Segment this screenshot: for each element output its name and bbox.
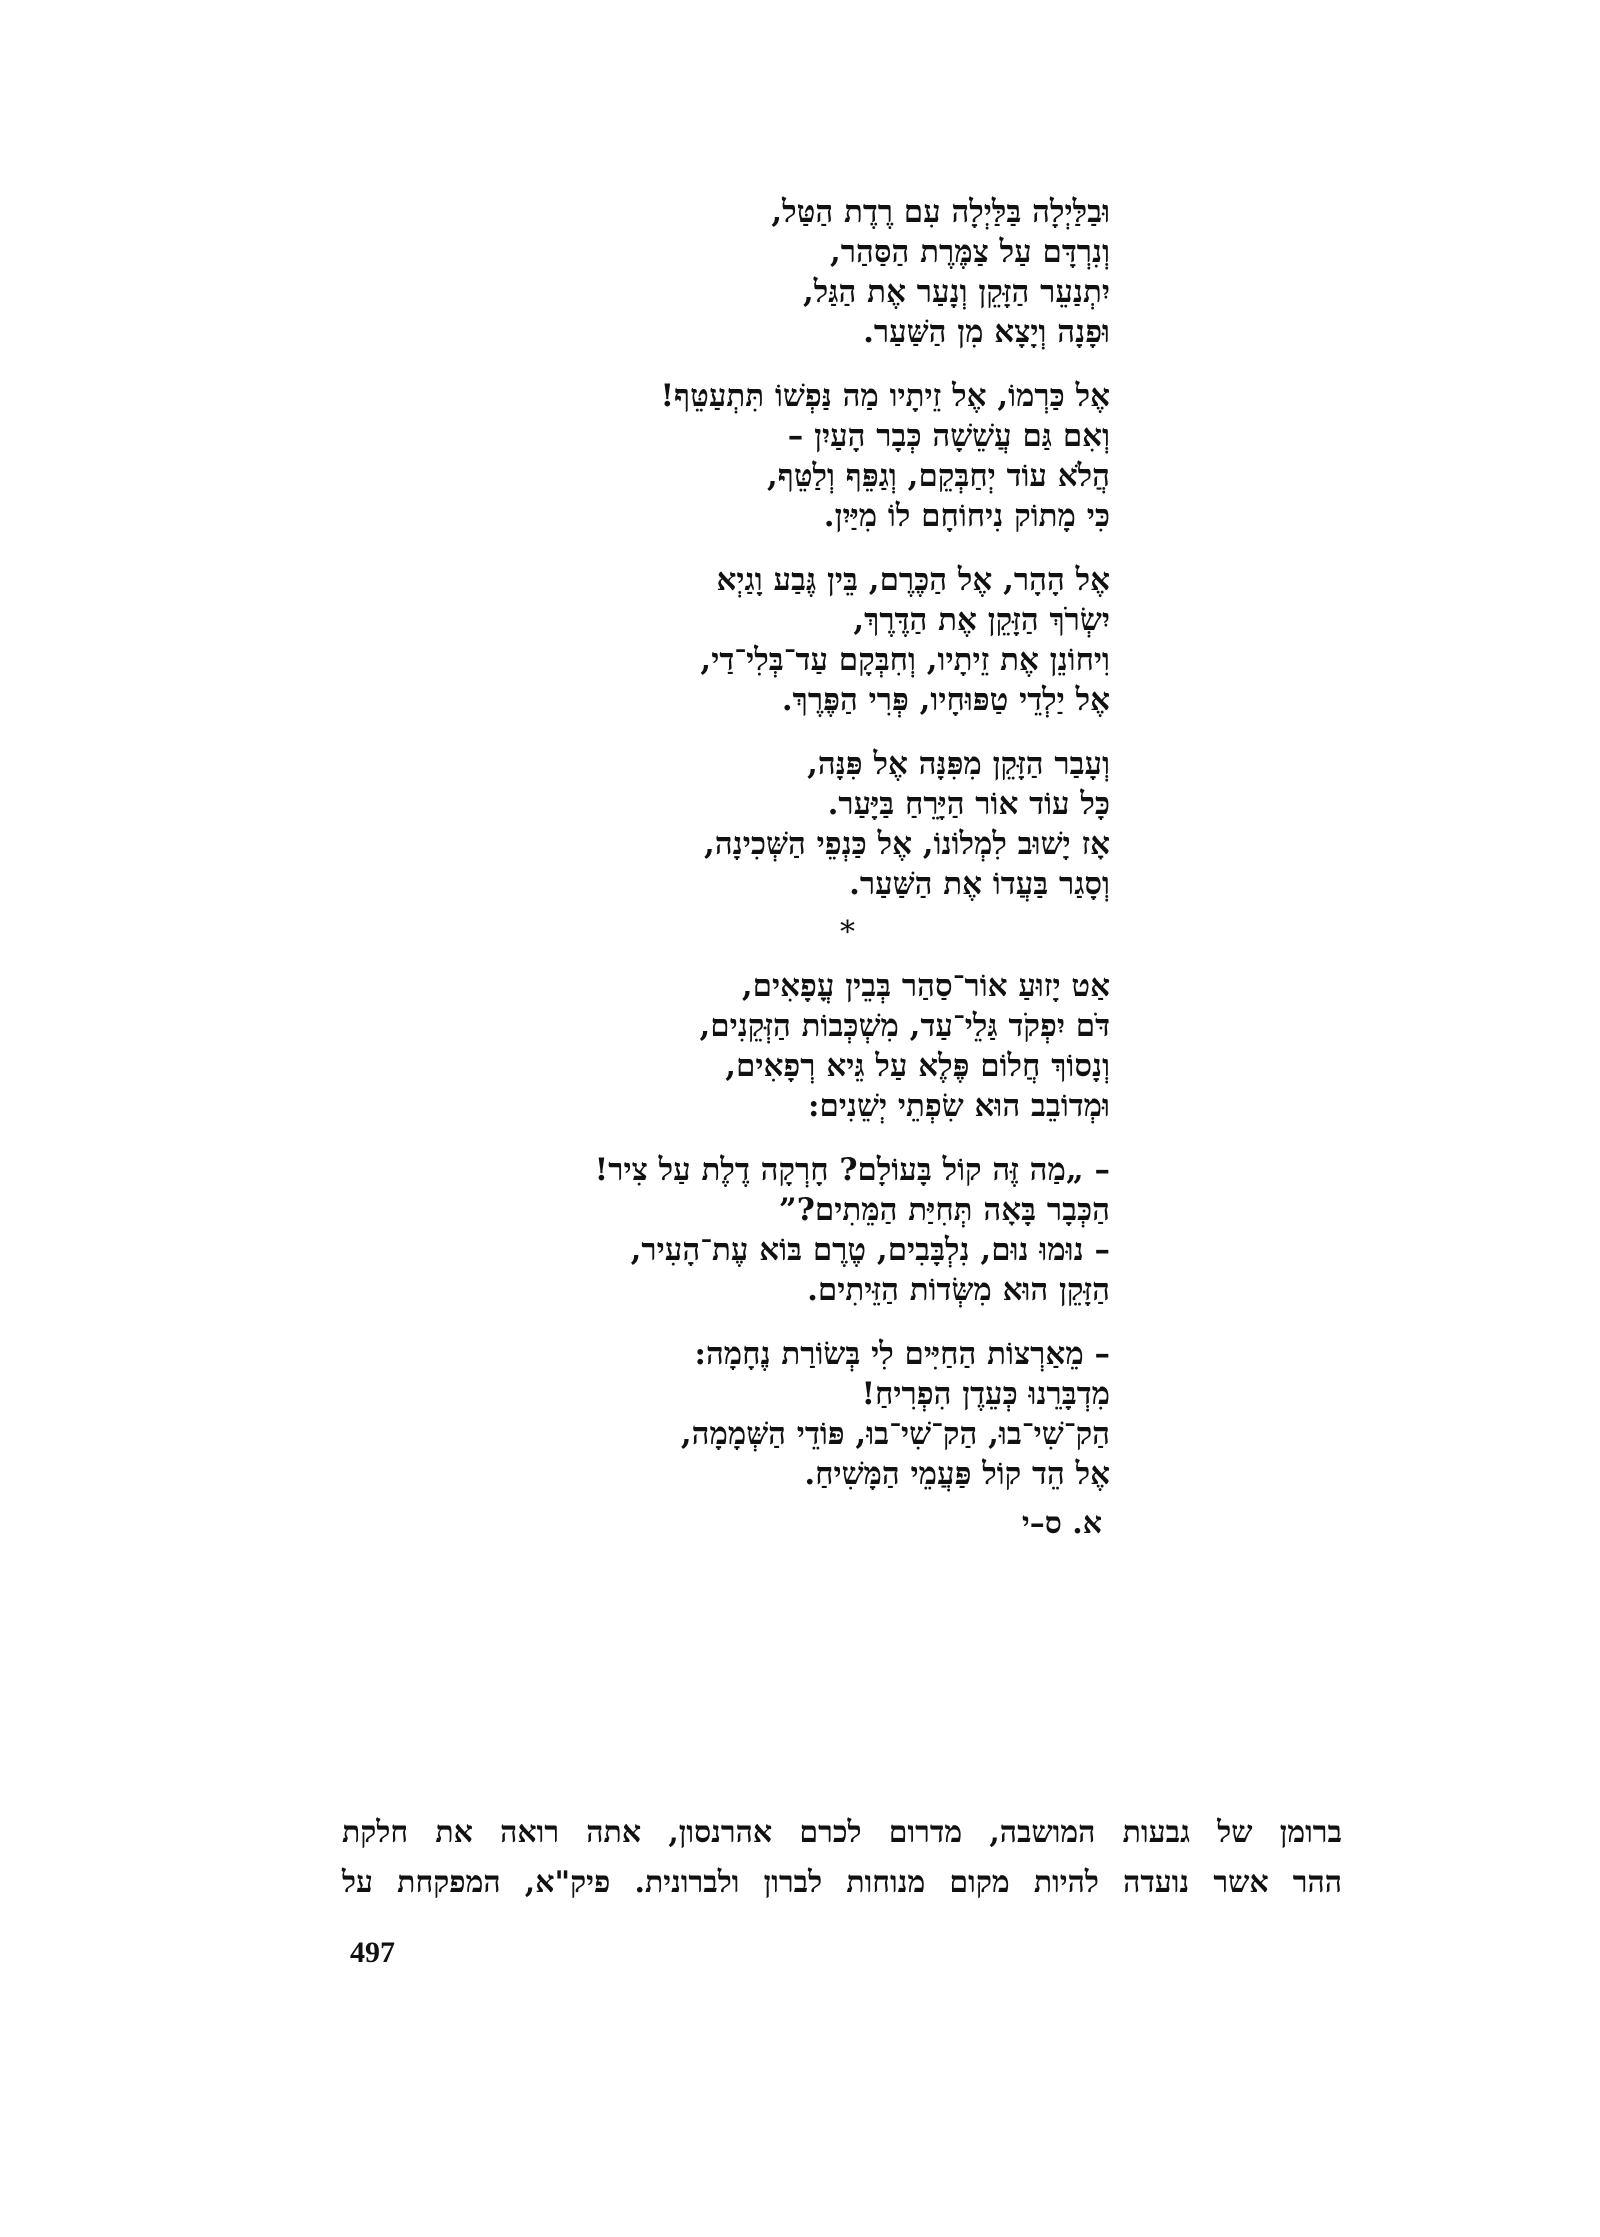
page-number: 497 <box>350 1936 395 1969</box>
poem-signature: א. ס–י <box>1021 1506 1102 1541</box>
poem-line: אָז יָשׁוּב לִמְלוֹנוֹ, אֶל כַּנְפֵי הַשְּׁכִינָה, <box>704 826 1110 862</box>
poem-line: הַכְּבָר בָּאָה תְּחִיַּת הַמֵּתִים?” <box>778 1192 1110 1228</box>
poem-line: אֶל יַלְדֵי טַפּוּחָיו, פְּרִי הַפֶּרֶךְ. <box>781 682 1110 718</box>
poem-line: יִתְנַעֵר הַזָּקֵן וְנָעַר אֶת הַגַּל, <box>803 274 1110 310</box>
poem-line: כִּי מָתוֹק נִיחוֹחָם לוֹ מִיַּיִן. <box>823 498 1110 534</box>
poem-line: הַזָּקֵן הוּא מִשְּׂדוֹת הַזֵּיתִים. <box>807 1272 1110 1308</box>
prose-paragraph <box>342 1808 1342 1908</box>
poem-line: – נוּמוּ נוּם, נִלְבָּבִים, טֶרֶם בּוֹא עֶת־הָעִיר, <box>630 1232 1110 1268</box>
poem-line: מִדְבָּרֵנוּ כְּעֵדֶן הִפְרִיחַ! <box>861 1376 1110 1412</box>
poem-line: דֹּם יִפְקֹד גַּלֵי־עַד, מִשְׁכְּבוֹת הַזְּקֵנִים, <box>699 1008 1110 1044</box>
prose-line: ההר אשר נועדה להיות מקום מנוחות לברון ולברונית. פיק"א, המפקחת על <box>342 1865 1342 1900</box>
prose-line: ברומן של גבעות המושבה, מדרום לכרם אהרנסון, אתה רואה את חלקת <box>342 1815 1342 1850</box>
poem <box>470 192 1110 1542</box>
poem-line: אֶל הֵד קוֹל פַּעֲמֵי הַמָּשִׁיחַ. <box>804 1456 1110 1492</box>
stanza-1 <box>470 192 1110 352</box>
poem-line: יִשְׂרֹךְ הַזָּקֵן אֶת הַדֶּרֶךְ, <box>853 602 1110 638</box>
poem-line: הַק־שִׁי־בוּ, הַק־שִׁי־בוּ, פּוֹדֵי הַשְּׁמָמָה, <box>680 1416 1110 1452</box>
stanza-6 <box>470 1150 1110 1310</box>
poem-line: וְנִרְדָּם עַל צַמֶּרֶת הַסַּהַר, <box>830 234 1110 270</box>
poem-line: וּבַלַּיְלָה בַּלַּיְלָה עִם רֶדֶת הַטַּל, <box>771 194 1110 230</box>
poem-line: הֲלֹא עוֹד יְחַבְּקֵם, וְגַפֵּף וְלַטֵּף, <box>766 458 1110 494</box>
poem-line: וּמְדוֹבֵב הוּא שִׂפְתֵי יְשֵׁנִים: <box>808 1088 1110 1124</box>
poem-line: – מֵאַרְצוֹת הַחַיִּים לִי בְּשׂוֹרַת נֶחָמָה: <box>694 1336 1110 1372</box>
stanza-3 <box>470 560 1110 720</box>
poem-line: וִיחוֹנֵן אֶת זֵיתָיו, וְחִבְּקָם עַד־בְּלִי־דַי, <box>700 642 1110 678</box>
section-separator: * <box>840 915 855 950</box>
stanza-2 <box>470 376 1110 536</box>
poem-line: וְנָסוֹךְ חֲלוֹם פֶּלֶא עַל גֵּיא רְפָאִים, <box>725 1048 1110 1084</box>
poem-line: כָּל עוֹד אוֹר הַיָּרֵחַ בַּיָּעַר. <box>827 786 1110 822</box>
poem-line: אֶל הָהָר, אֶל הַכֶּרֶם, בֵּין גֶּבַע וָגַיְא <box>716 562 1110 598</box>
poem-line: – „מַה זֶּה קוֹל בָּעוֹלָם? חָרְקָה דֶלֶת עַל צִיר! <box>594 1152 1110 1188</box>
poem-line: אַט יָזוּעַ אוֹר־סַהַר בְּבֵין עֳפָאִים, <box>741 968 1110 1004</box>
poem-line: וְאִם גַּם עֲשֵׁשָׁה כְּבָר הָעַיִן – <box>787 418 1110 454</box>
poem-line: אֶל כַּרְמוֹ, אֶל זֵיתָיו מַה נַּפְשׁוֹ תִּתְעַטֵּף! <box>660 378 1110 414</box>
poem-line: וּפָנָה וְיָצָא מִן הַשַּׁעַר. <box>863 314 1110 350</box>
stanza-7 <box>470 1334 1110 1494</box>
stanza-5 <box>470 966 1110 1126</box>
poem-line: וְעָבַר הַזָּקֵן מִפִּנָּה אֶל פִּנָּה, <box>807 746 1110 782</box>
poem-line: וְסָגַר בַּעֲדוֹ אֶת הַשַּׁעַר. <box>849 866 1110 902</box>
stanza-4 <box>470 744 1110 904</box>
